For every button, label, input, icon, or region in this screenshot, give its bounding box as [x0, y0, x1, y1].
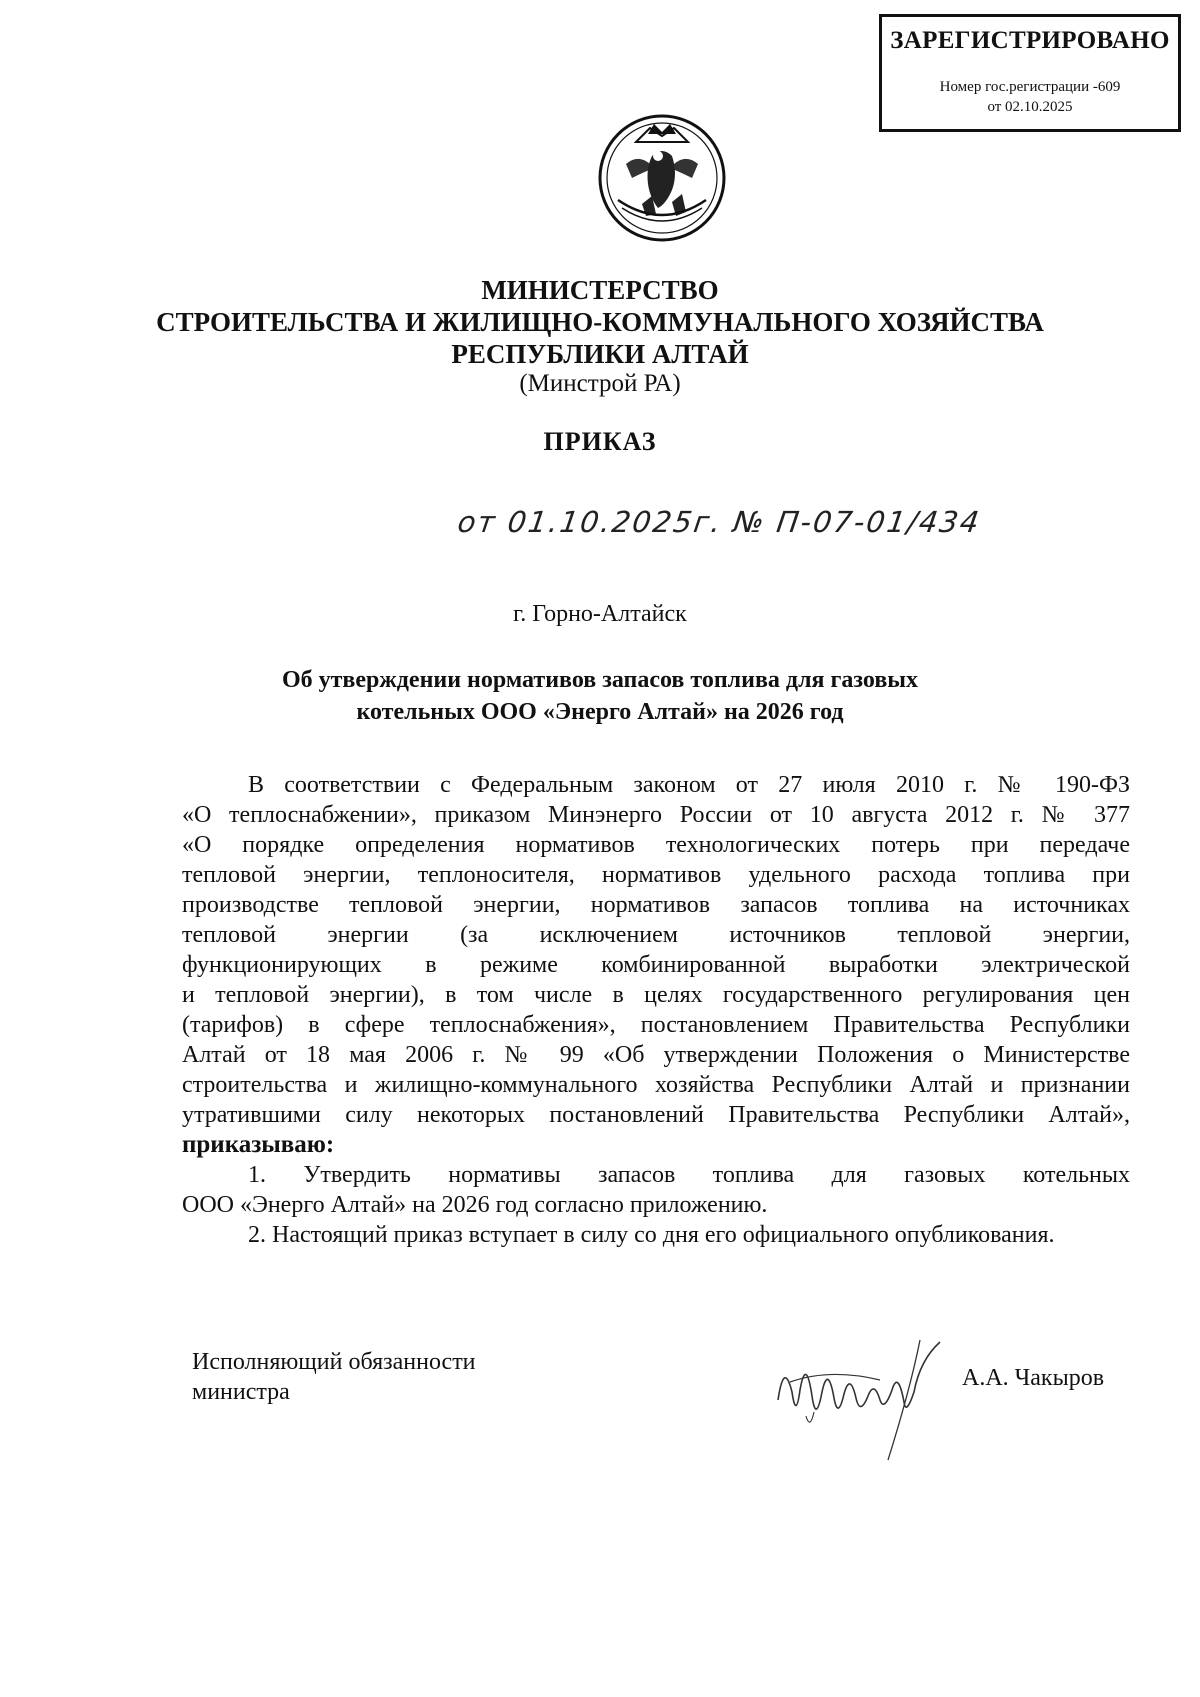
ministry-title-line: МИНИСТЕРСТВО: [481, 275, 719, 305]
order-item-1: 1. Утвердить нормативы запасов топлива для газовых котельных: [248, 1162, 1130, 1188]
decree-verb: приказываю:: [182, 1131, 335, 1158]
preamble-line: «О теплоснабжении», приказом Минэнерго России от 10 августа 2012 г. № 377: [182, 802, 1130, 828]
preamble-line: тепловой энергии (за исключением источников тепловой энергии,: [182, 922, 1130, 948]
registration-number: Номер гос.регистрации -609: [939, 79, 1121, 95]
registration-stamp: [879, 14, 1181, 132]
signer-name: А.А. Чакыров: [962, 1365, 1105, 1391]
preamble-line: «О порядке определения нормативов технологических потерь при передаче: [182, 832, 1130, 858]
preamble-line: (тарифов) в сфере теплоснабжения», постановлением Правительства Республики: [182, 1012, 1130, 1038]
registration-date: от 02.10.2025: [987, 99, 1073, 115]
document-subject: [0, 664, 1200, 728]
preamble-line: В соответствии с Федеральным законом от 27 июля 2010 г. № 190-ФЗ: [248, 772, 1130, 798]
preamble-line: и тепловой энергии), в том числе в целях государственного регулирования цен: [182, 982, 1130, 1008]
subject-line: Об утверждении нормативов запасов топлива для газовых: [281, 667, 919, 693]
ministry-short-name: (Минстрой РА): [519, 370, 681, 397]
signer-position: [192, 1347, 476, 1407]
handwritten-signature-icon: [770, 1320, 970, 1470]
preamble-line: Алтай от 18 мая 2006 г. № 99 «Об утверждении Положения о Министерстве: [182, 1042, 1130, 1068]
signer-position-line: Исполняющий обязанности: [192, 1349, 476, 1375]
subject-line: котельных ООО «Энерго Алтай» на 2026 год: [356, 699, 844, 725]
ministry-title-line: СТРОИТЕЛЬСТВА И ЖИЛИЩНО-КОММУНАЛЬНОГО ХОЗЯЙСТВА: [156, 307, 1044, 337]
city: г. Горно-Алтайск: [513, 601, 687, 627]
registration-title: ЗАРЕГИСТРИРОВАНО: [890, 27, 1170, 54]
preamble-line: утратившими силу некоторых постановлений Правительства Республики Алтай»,: [182, 1102, 1130, 1128]
preamble-line: строительства и жилищно-коммунального хозяйства Республики Алтай и признании: [182, 1072, 1130, 1098]
document-body: [182, 770, 1130, 1250]
ministry-title-line: РЕСПУБЛИКИ АЛТАЙ: [451, 339, 749, 369]
signer-position-line: министра: [192, 1379, 290, 1405]
coat-of-arms-icon: [596, 112, 728, 244]
preamble-line: производстве тепловой энергии, нормативов запасов топлива на источниках: [182, 892, 1130, 918]
order-date-number: от 01.10.2025г. № П-07-01/434: [455, 505, 983, 539]
preamble-line: тепловой энергии, теплоносителя, нормативов удельного расхода топлива при: [182, 862, 1130, 888]
ministry-title: [0, 274, 1200, 370]
document-type: ПРИКАЗ: [543, 427, 657, 456]
preamble-line: функционирующих в режиме комбинированной выработки электрической: [182, 952, 1130, 978]
order-item-1-continued: ООО «Энерго Алтай» на 2026 год согласно приложению.: [182, 1192, 768, 1218]
order-item-2: 2. Настоящий приказ вступает в силу со дня его официального опубликования.: [248, 1222, 1055, 1248]
